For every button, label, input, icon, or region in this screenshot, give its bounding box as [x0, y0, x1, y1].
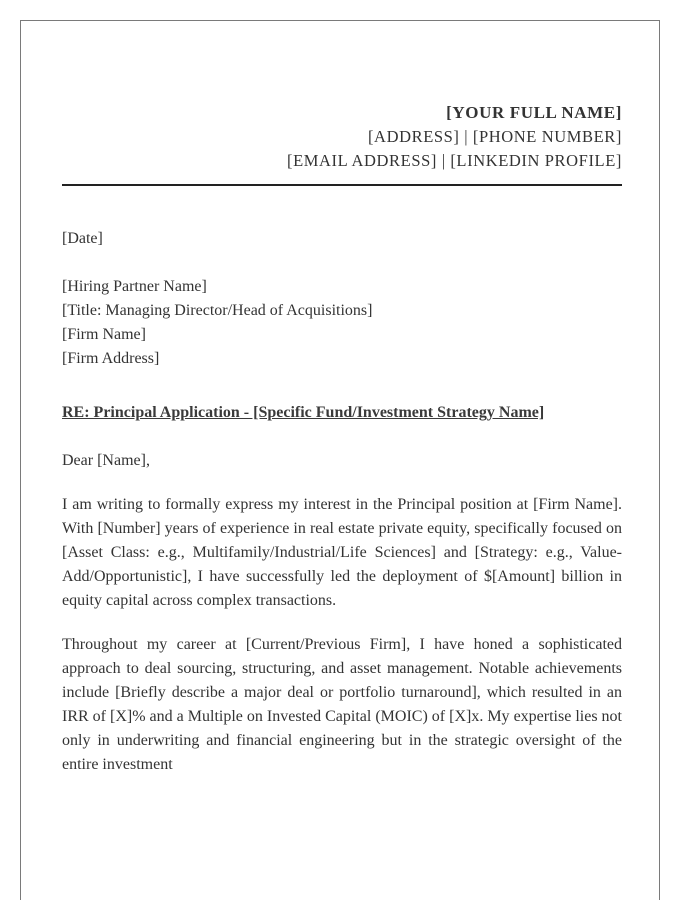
body-paragraph-1: I am writing to formally express my interest in the Principal position at [Firm Name]. With [Number] years of experience in real estate private equity, specifically focused on [Asset Class: e.g., Multifamily/Industrial/Life Sciences] and [Strategy: e.g., Value-Add/Opportunistic], I have successfully led the deployment of $[Amount] billion in equity capital across complex transactions. [62, 496, 622, 609]
recipient-block [62, 275, 622, 371]
recipient-title: [Title: Managing Director/Head of Acquisitions] [62, 302, 373, 319]
letter-content [62, 101, 622, 777]
salutation: Dear [Name], [62, 452, 150, 469]
letter-date: [Date] [62, 230, 103, 247]
body-paragraph-2: Throughout my career at [Current/Previous Firm], I have honed a sophisticated approach to deal sourcing, structuring, and asset management. Notable achievements include [Briefly describe a major deal or portfolio turnaround], which resulted in an IRR of [X]% and a Multiple on Invested Capital (MOIC) of [X]x. My expertise lies not only in underwriting and financial engineering but in the strategic oversight of the entire investment [62, 636, 622, 773]
subject-line: RE: Principal Application - [Specific Fund/Investment Strategy Name] [62, 404, 545, 421]
header-divider [62, 184, 622, 186]
recipient-address: [Firm Address] [62, 350, 160, 367]
sender-email-linkedin: [EMAIL ADDRESS] | [LINKEDIN PROFILE] [286, 151, 622, 170]
recipient-name: [Hiring Partner Name] [62, 278, 207, 295]
letterhead [62, 101, 622, 173]
sender-address-phone: [ADDRESS] | [PHONE NUMBER] [367, 127, 622, 146]
letter-page [20, 20, 660, 900]
sender-name: [YOUR FULL NAME] [446, 103, 622, 122]
recipient-firm: [Firm Name] [62, 326, 146, 343]
